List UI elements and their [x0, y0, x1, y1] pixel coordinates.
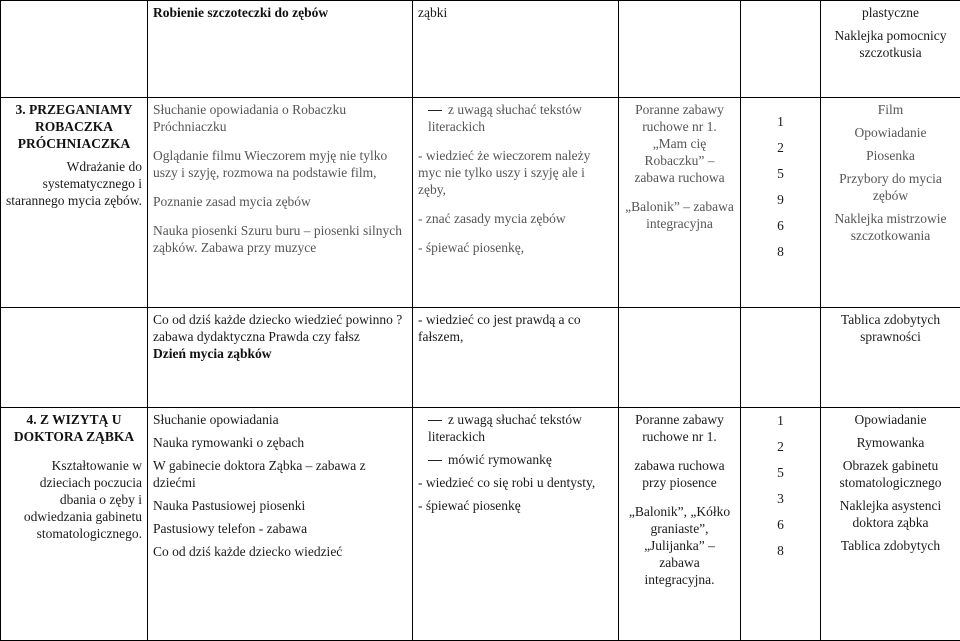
category-label: plastyczne — [826, 4, 955, 21]
section-goal: Kształtowanie w dzieciach poczucia dbania o zęby i odwiedzania gabinetu stomatologicznego. — [6, 457, 142, 542]
activity-item-bold: Dzień mycia ząbków — [153, 345, 407, 362]
number-item: 5 — [746, 463, 815, 483]
game-item: Poranne zabawy ruchowe nr 1. — [624, 411, 735, 445]
material-item: Naklejka mistrzowie szczotkowania — [826, 210, 955, 244]
outcome-item: - wiedzieć co się robi u dentysty, — [418, 474, 613, 491]
number-item: 2 — [746, 138, 815, 158]
activity-item: Nauka piosenki Szuru buru – piosenki silnych ząbków. Zabawa przy muzyce — [153, 222, 407, 256]
material-item: Piosenka — [826, 147, 955, 164]
game-item: „Mam cię Robaczku” – zabawa ruchowa — [624, 135, 735, 186]
outcome-item: - znać zasady mycia zębów — [418, 210, 613, 227]
table-row — [1, 1, 960, 98]
outcome-item: z uwagą słuchać tekstów literackich — [428, 412, 582, 444]
number-item: 6 — [746, 216, 815, 236]
material-item: Tablica zdobytych sprawności — [826, 311, 955, 345]
section-title: 3. PRZEGANIAMY ROBACZKA PRÓCHNIACZKA — [6, 101, 142, 152]
activity-item: Nauka Pastusiowej piosenki — [153, 497, 407, 514]
activity-item: Oglądanie filmu Wieczorem myję nie tylko uszy i szyję, rozmowa na podstawie film, — [153, 147, 407, 181]
table-row — [1, 308, 960, 408]
dash-icon — [428, 420, 442, 421]
number-item: 6 — [746, 515, 815, 535]
material-item: Naklejka asystenci doktora ząbka — [826, 497, 955, 531]
outcome-item: - wiedzieć że wieczorem należy myc nie tylko uszy i szyję ale i zęby, — [418, 147, 613, 198]
section-goal: Wdrażanie do systematycznego i starannego mycia zębów. — [6, 158, 142, 209]
game-item: „Balonik”, „Kółko graniaste”, „Julijanka” – zabawa integracyjna. — [624, 503, 735, 588]
game-item: zabawa ruchowa przy piosence — [624, 457, 735, 491]
material-item: Obrazek gabinetu stomatologicznego — [826, 457, 955, 491]
number-item: 5 — [746, 164, 815, 184]
activity-item: Co od dziś każde dziecko wiedzieć powinno ? zabawa dydaktyczna Prawda czy fałsz — [153, 311, 407, 345]
number-item: 8 — [746, 541, 815, 561]
number-item: 9 — [746, 190, 815, 210]
number-item: 2 — [746, 437, 815, 457]
game-item: Poranne zabawy ruchowe nr 1. — [624, 101, 735, 135]
number-item: 1 — [746, 112, 815, 132]
material-item: Opowiadanie — [826, 124, 955, 141]
dash-icon — [428, 460, 442, 461]
activity-item: Nauka rymowanki o zębach — [153, 434, 407, 451]
material-item: Rymowanka — [826, 434, 955, 451]
sticker-label: Naklejka pomocnicy szczotkusia — [826, 27, 955, 61]
outcome-item: - śpiewać piosenkę, — [418, 239, 613, 256]
table-row — [1, 408, 960, 641]
activity-item: Poznanie zasad mycia zębów — [153, 193, 407, 210]
material-item: Przybory do mycia zębów — [826, 170, 955, 204]
activity-item: W gabinecie doktora Ząbka – zabawa z dziećmi — [153, 457, 407, 491]
material-item: Film — [826, 101, 955, 118]
activity-item: Słuchanie opowiadania — [153, 411, 407, 428]
outcome-item: mówić rymowankę — [448, 452, 552, 467]
material-item: Tablica zdobytych — [826, 537, 955, 554]
topic-label: ząbki — [418, 5, 447, 20]
activity-item: Co od dziś każde dziecko wiedzieć — [153, 543, 407, 560]
game-item: „Balonik” – zabawa integracyjna — [624, 198, 735, 232]
outcome-item: - wiedzieć co jest prawdą a co fałszem, — [418, 311, 613, 345]
number-item: 3 — [746, 489, 815, 509]
activity-item: Słuchanie opowiadania o Robaczku Próchniaczku — [153, 101, 407, 135]
dash-icon — [428, 110, 442, 111]
outcome-item: z uwagą słuchać tekstów literackich — [428, 102, 582, 134]
section-title: 4. Z WIZYTĄ U DOKTORA ZĄBKA — [6, 411, 142, 445]
activity-title: Robienie szczoteczki do zębów — [153, 5, 328, 20]
activity-item: Pastusiowy telefon - zabawa — [153, 520, 407, 537]
outcome-item: - śpiewać piosenkę — [418, 497, 613, 514]
number-item: 8 — [746, 242, 815, 262]
material-item: Opowiadanie — [826, 411, 955, 428]
number-item: 1 — [746, 411, 815, 431]
table-row — [1, 98, 960, 308]
